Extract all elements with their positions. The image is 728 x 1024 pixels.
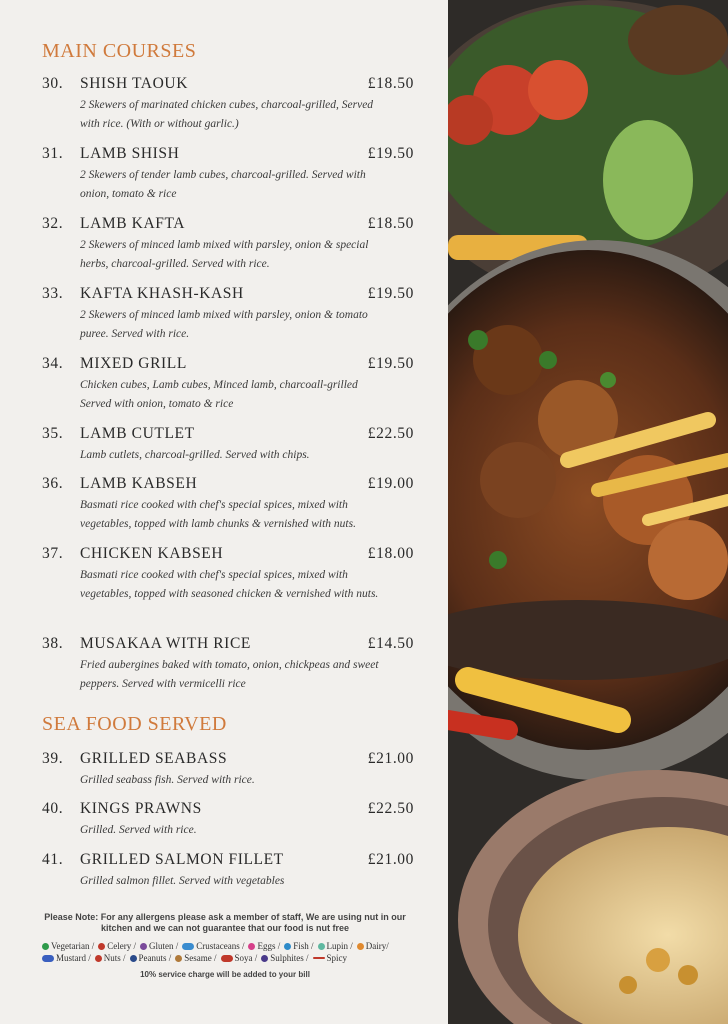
spicy-icon <box>313 957 325 959</box>
menu-item-price: £18.00 <box>367 545 414 562</box>
menu-item-description: Grilled seabass fish. Served with rice. <box>80 774 255 786</box>
allergen-key <box>248 940 280 952</box>
main-courses-title: MAIN COURSES <box>42 40 197 62</box>
menu-item-description: Lamb cutlets, charcoal-grilled. Served with chips. <box>80 449 310 461</box>
menu-item-description: Grilled. Served with rice. <box>80 824 197 836</box>
menu-item-number: 31. <box>42 145 64 162</box>
allergen-label: Peanuts / <box>138 953 172 963</box>
menu-item-name: MUSAKAA WITH RICE <box>80 635 251 652</box>
menu-item-name: LAMB CUTLET <box>80 425 195 442</box>
allergen-color-icon <box>318 943 325 950</box>
menu-item-name: LAMB KABSEH <box>80 475 198 492</box>
menu-item-name: KAFTA KHASH-KASH <box>80 285 244 302</box>
menu-item-name: GRILLED SALMON FILLET <box>80 851 284 868</box>
allergen-key <box>221 952 258 964</box>
allergen-key <box>357 940 389 952</box>
menu-item-heading <box>42 635 414 653</box>
allergen-label: Spicy <box>326 953 348 963</box>
menu-item-heading <box>42 800 414 818</box>
allergen-label: Sesame / <box>184 953 217 963</box>
menu-item-heading <box>42 475 414 493</box>
menu-item-description: Grilled salmon fillet. Served with vegetables <box>80 875 285 887</box>
allergen-color-icon <box>140 943 147 950</box>
menu-item-description: 2 Skewers of minced lamb mixed with parsley, onion & tomato puree. Served with rice. <box>80 309 368 340</box>
menu-item <box>42 851 414 891</box>
menu-item-name: GRILLED SEABASS <box>80 750 228 767</box>
menu-item-heading <box>42 215 414 233</box>
menu-item-number: 41. <box>42 851 64 868</box>
menu-item-price: £18.50 <box>367 75 414 92</box>
menu-item <box>42 355 414 414</box>
menu-item-heading <box>42 750 414 768</box>
menu-item <box>42 800 414 840</box>
menu-item-number: 40. <box>42 800 64 817</box>
allergen-color-icon <box>42 955 54 962</box>
allergen-label: Crustaceans / <box>196 941 245 951</box>
menu-item <box>42 475 414 534</box>
allergen-label: Nuts / <box>103 953 126 963</box>
menu-item-number: 39. <box>42 750 64 767</box>
menu-item-price: £21.00 <box>367 851 414 868</box>
menu-item <box>42 750 414 790</box>
allergen-color-icon <box>95 955 102 962</box>
menu-item-heading <box>42 851 414 869</box>
menu-item-description: Chicken cubes, Lamb cubes, Minced lamb, charcoall-grilled Served with onion, tomato & rice <box>80 379 358 410</box>
menu-item-name: LAMB SHISH <box>80 145 180 162</box>
allergen-key <box>140 940 178 952</box>
allergen-color-icon <box>182 943 194 950</box>
menu-item-heading <box>42 545 414 563</box>
menu-item-price: £19.50 <box>367 355 414 372</box>
allergen-label: Mustard / <box>56 953 91 963</box>
food-photo <box>448 0 728 1024</box>
allergen-key <box>42 952 91 964</box>
allergen-label: Vegetarian / <box>51 941 95 951</box>
menu-item-name: SHISH TAOUK <box>80 75 188 92</box>
service-charge-note: 10% service charge will be added to your bill <box>140 970 310 979</box>
menu-item-name: CHICKEN KABSEH <box>80 545 224 562</box>
menu-item <box>42 635 414 694</box>
menu-item-number: 35. <box>42 425 64 442</box>
menu-item-price: £22.50 <box>367 425 414 442</box>
allergen-color-icon <box>42 943 49 950</box>
allergen-color-icon <box>221 955 233 962</box>
menu-item-price: £22.50 <box>367 800 414 817</box>
allergen-label: Soya / <box>234 953 258 963</box>
menu-item-number: 33. <box>42 285 64 302</box>
allergen-key <box>175 952 216 964</box>
menu-item-price: £18.50 <box>367 215 414 232</box>
menu-item-heading <box>42 355 414 373</box>
allergen-label: Dairy/ <box>365 941 389 951</box>
menu-item-price: £21.00 <box>367 750 414 767</box>
allergen-color-icon <box>357 943 364 950</box>
allergen-key <box>130 952 172 964</box>
menu-item <box>42 425 414 465</box>
allergen-color-icon <box>175 955 182 962</box>
allergen-color-icon <box>284 943 291 950</box>
menu-item-price: £19.00 <box>367 475 414 492</box>
allergen-color-icon <box>98 943 105 950</box>
menu-item-number: 38. <box>42 635 64 652</box>
menu-item <box>42 145 414 204</box>
menu-item-number: 30. <box>42 75 64 92</box>
menu-item-heading <box>42 145 414 163</box>
allergen-key <box>182 940 244 952</box>
allergen-color-icon <box>248 943 255 950</box>
allergen-label: Lupin / <box>326 941 353 951</box>
menu-item-description: 2 Skewers of minced lamb mixed with parsley, onion & special herbs, charcoal-grilled. Served with rice. <box>80 239 369 270</box>
menu-item <box>42 545 414 604</box>
menu-item-heading <box>42 75 414 93</box>
allergen-color-icon <box>261 955 268 962</box>
menu-item-description: 2 Skewers of tender lamb cubes, charcoal-grilled. Served with onion, tomato & rice <box>80 169 366 200</box>
allergen-label: Sulphites / <box>270 953 309 963</box>
allergen-label: Fish / <box>293 941 314 951</box>
menu-item-number: 34. <box>42 355 64 372</box>
menu-item-heading <box>42 285 414 303</box>
menu-item-description: Fried aubergines baked with tomato, onion, chickpeas and sweet peppers. Served with vermicelli rice <box>80 659 379 690</box>
menu-item-description: Basmati rice cooked with chef's special spices, mixed with vegetables, topped with seasoned chicken & vernished with nuts. <box>80 569 379 600</box>
menu-item-price: £14.50 <box>367 635 414 652</box>
allergen-label: Gluten / <box>148 941 179 951</box>
allergen-key <box>284 940 313 952</box>
menu-item <box>42 285 414 344</box>
menu-item <box>42 75 414 134</box>
menu-item-name: MIXED GRILL <box>80 355 187 372</box>
allergen-color-icon <box>130 955 137 962</box>
seafood-title: SEA FOOD SERVED <box>42 713 227 735</box>
menu-item-heading <box>42 425 414 443</box>
food-photo-illustration <box>448 0 728 1024</box>
menu-item <box>42 215 414 274</box>
allergen-label: Celery / <box>107 941 136 951</box>
menu-item-name: KINGS PRAWNS <box>80 800 202 817</box>
menu-item-price: £19.50 <box>367 285 414 302</box>
menu-item-name: LAMB KAFTA <box>80 215 186 232</box>
menu-item-description: Basmati rice cooked with chef's special spices, mixed with vegetables, topped with lamb chunks & vernished with nuts. <box>80 499 356 530</box>
allergen-key <box>98 940 136 952</box>
allergen-key <box>95 952 126 964</box>
allergen-key <box>42 940 94 952</box>
menu-item-number: 32. <box>42 215 64 232</box>
allergen-label: Eggs / <box>257 941 281 951</box>
allergen-key <box>318 940 353 952</box>
allergen-legend <box>42 940 420 964</box>
allergen-key <box>261 952 308 964</box>
menu-item-number: 37. <box>42 545 64 562</box>
allergen-note: Please Note: For any allergens please ask a member of staff, We are using nut in our kitchen and we can not guarantee that our food is nut free <box>44 912 406 933</box>
menu-item-price: £19.50 <box>367 145 414 162</box>
menu-item-description: 2 Skewers of marinated chicken cubes, charcoal-grilled, Served with rice. (With or without garlic.) <box>80 99 374 130</box>
allergen-key <box>313 952 348 964</box>
menu-item-number: 36. <box>42 475 64 492</box>
